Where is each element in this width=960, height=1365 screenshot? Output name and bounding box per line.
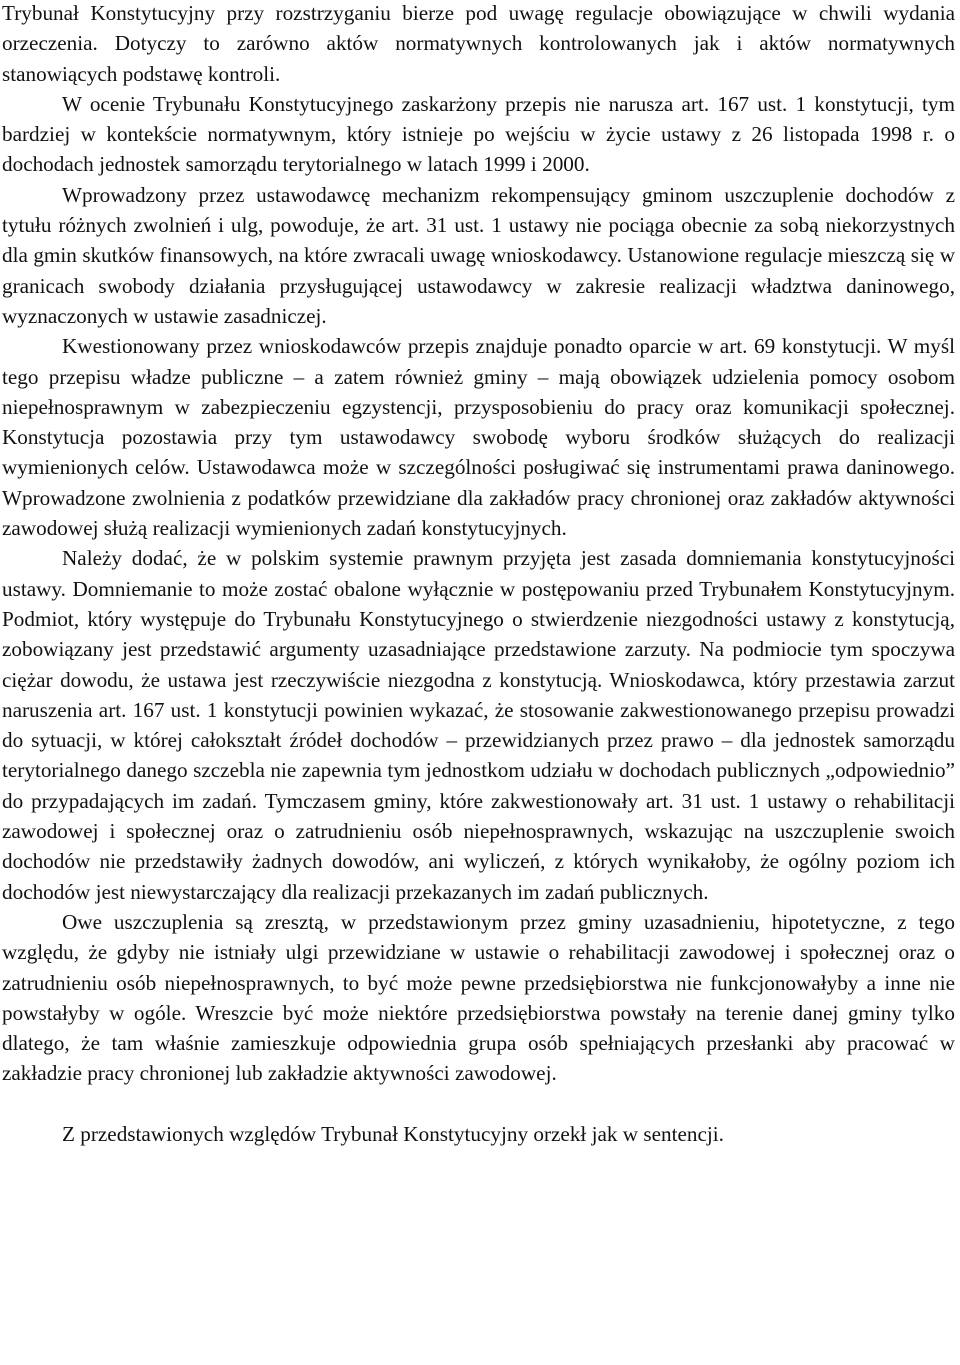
paragraph-3: Wprowadzony przez ustawodawcę mechanizm rekompensujący gminom uszczuplenie dochodów z tytułu różnych zwolnień i ulg, powoduje, że art. 31 ust. 1 ustawy nie pociąga obecnie za sobą niekorzystnych dla gmin skutków finansowych, na które zwracali uwagę wnioskodawcy. Ustanowione regulacje mieszczą się w granicach swobody działania przysługującej ustawodawcy w zakresie realizacji władztwa daninowego, wyznaczonych w ustawie zasadniczej. bbox=[2, 182, 955, 328]
paragraph-5: Należy dodać, że w polskim systemie prawnym przyjęta jest zasada domniemania konstytucyjności ustawy. Domniemanie to może zostać obalone wyłącznie w postępowaniu przed Trybunałem Konstytucyjnym. Podmiot, który występuje do Trybunału Konstytucyjnego o stwierdzenie niezgodności ustawy z konstytucją, zobowiązany jest przedstawić argumenty uzasadniające przedstawione zarzuty. Na podmiocie tym spoczywa ciężar dowodu, że ustawa jest rzeczywiście niezgodna z konstytucją. Wnioskodawca, który przestawia zarzut naruszenia art. 167 ust. 1 konstytucji powinien wykazać, że stosowanie zakwestionowanego przepisu prowadzi do sytuacji, w której całokształt źródeł dochodów – przewidzianych przez prawo – dla jednostek samorządu terytorialnego danego szczebla nie zapewnia tym jednostkom udziału w dochodach publicznych „odpowiednio” do przypadających im zadań. Tymczasem gminy, które zakwestionowały art. 31 ust. 1 ustawy o rehabilitacji zawodowej i społecznej oraz o zatrudnieniu osób niepełnosprawnych, wskazując na uszczuplenie swoich dochodów nie przedstawiły żadnych dowodów, ani wyliczeń, z których wynikałoby, że ogólny poziom ich dochodów jest niewystarczający dla realizacji przekazanych im zadań publicznych. bbox=[2, 546, 955, 904]
paragraph-conclusion: Z przedstawionych względów Trybunał Konstytucyjny orzekł jak w sentencji. bbox=[62, 1121, 724, 1146]
paragraph-1: Trybunał Konstytucyjny przy rozstrzyganiu bierze pod uwagę regulacje obowiązujące w chwili wydania orzeczenia. Dotyczy to zarówno aktów normatywnych kontrolowanych jak i aktów normatywnych stanowiących podstawę kontroli. bbox=[2, 1, 955, 86]
paragraph-6: Owe uszczuplenia są zresztą, w przedstawionym przez gminy uzasadnieniu, hipotetyczne, z tego względu, że gdyby nie istniały ulgi przewidziane w ustawie o rehabilitacji zawodowej i społecznej oraz o zatrudnieniu osób niepełnosprawnych, to być może pewne przedsiębiorstwa nie funkcjonowałyby a inne nie powstałyby w ogóle. Wreszcie być może niektóre przedsiębiorstwa powstały na terenie danej gminy tylko dlatego, że tam właśnie zamieszkuje odpowiednia grupa osób spełniających przesłanki aby pracować w zakładzie pracy chronionej lub zakładzie aktywności zawodowej. bbox=[2, 909, 955, 1086]
paragraph-4: Kwestionowany przez wnioskodawców przepis znajduje ponadto oparcie w art. 69 konstytucji. W myśl tego przepisu władze publiczne – a zatem również gminy – mają obowiązek udzielenia pomocy osobom niepełnosprawnym w zabezpieczeniu egzystencji, przysposobieniu do pracy oraz komunikacji społecznej. Konstytucja pozostawia przy tym ustawodawcy swobodę wyboru środków służących do realizacji wymienionych celów. Ustawodawca może w szczególności posługiwać się instrumentami prawa daninowego. Wprowadzone zwolnienia z podatków przewidziane dla zakładów pracy chronionej oraz zakładów aktywności zawodowej służą realizacji wymienionych zadań konstytucyjnych. bbox=[2, 334, 955, 541]
paragraph-2: W ocenie Trybunału Konstytucyjnego zaskarżony przepis nie narusza art. 167 ust. 1 konstytucji, tym bardziej w kontekście normatywnym, który istnieje po wejściu w życie ustawy z 26 listopada 1998 r. o dochodach jednostek samorządu terytorialnego w latach 1999 i 2000. bbox=[2, 91, 955, 177]
document-page bbox=[2, 0, 955, 1149]
